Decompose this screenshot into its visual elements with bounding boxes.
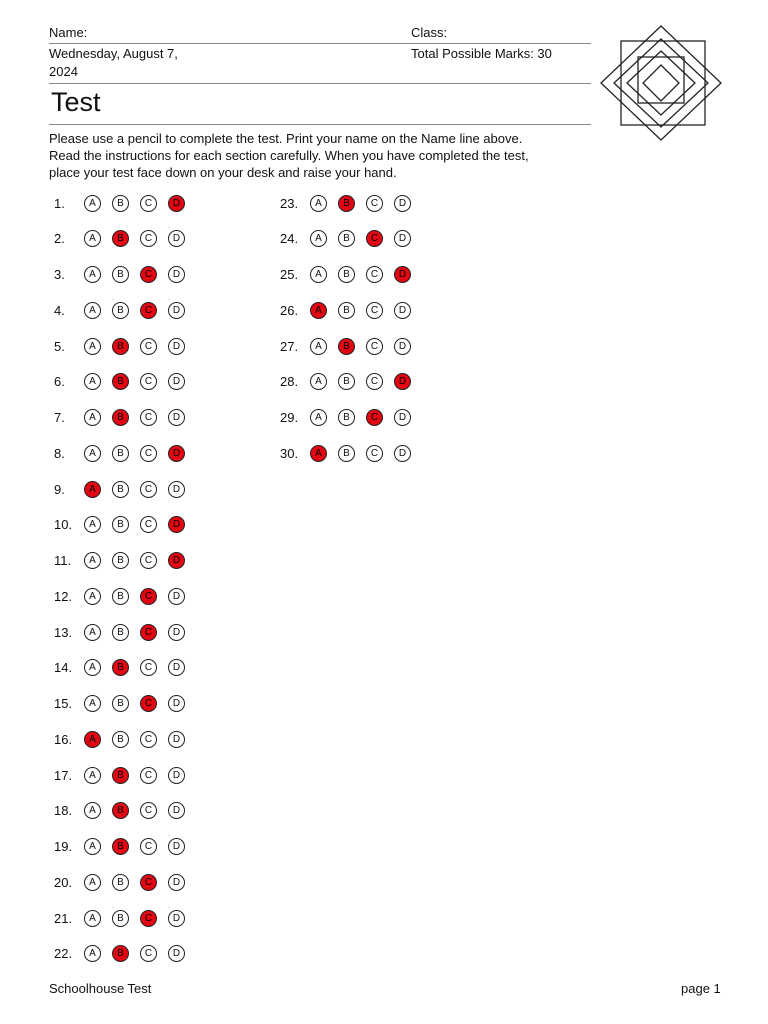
answer-bubble-a[interactable]: A — [84, 874, 101, 891]
question-number: 14. — [54, 660, 73, 676]
answer-bubble-a[interactable]: A — [84, 910, 101, 927]
answer-bubble-c[interactable]: C — [366, 445, 383, 462]
question-row — [54, 694, 196, 714]
answer-bubble-b[interactable]: B — [338, 266, 355, 283]
answer-bubble-a[interactable]: A — [310, 230, 327, 247]
answer-bubble-a[interactable]: A — [84, 373, 101, 390]
answer-bubble-b[interactable]: B — [112, 767, 129, 784]
answer-bubble-d[interactable]: D — [168, 659, 185, 676]
answer-bubble-d[interactable]: D — [168, 695, 185, 712]
answer-bubble-a[interactable]: A — [84, 445, 101, 462]
answer-bubble-b[interactable]: B — [112, 802, 129, 819]
answer-bubble-d[interactable]: D — [168, 266, 185, 283]
answer-bubble-c[interactable]: C — [366, 266, 383, 283]
footer-brand: Schoolhouse Test — [49, 981, 152, 996]
answer-bubble-c[interactable]: C — [140, 445, 157, 462]
answer-bubble-b[interactable]: B — [112, 409, 129, 426]
answer-bubble-a[interactable]: A — [84, 552, 101, 569]
instructions-line-1: Please use a pencil to complete the test. Print your name on the Name line above. — [49, 131, 523, 146]
question-row — [280, 300, 422, 320]
question-row — [54, 622, 196, 642]
question-number: 29. — [280, 410, 299, 425]
question-row — [54, 408, 196, 428]
question-number: 24. — [280, 231, 299, 247]
answer-bubble-d[interactable]: D — [394, 302, 411, 319]
answer-bubble-b[interactable]: B — [112, 945, 129, 962]
instructions-line-3: place your test face down on your desk and raise your hand. — [49, 165, 397, 180]
answer-bubble-a[interactable]: A — [310, 266, 327, 283]
answer-bubble-d[interactable]: D — [394, 445, 411, 462]
question-number: 16. — [54, 731, 73, 747]
question-row — [54, 372, 196, 392]
answer-bubble-a[interactable]: A — [310, 373, 327, 390]
answer-bubble-d[interactable]: D — [168, 516, 185, 533]
question-number: 27. — [280, 338, 299, 354]
question-number: 30. — [280, 445, 299, 461]
answer-bubble-c[interactable]: C — [366, 302, 383, 319]
question-row — [54, 551, 196, 571]
question-row — [54, 586, 196, 606]
question-number: 26. — [280, 302, 299, 318]
question-row — [54, 729, 196, 749]
answer-bubble-a[interactable]: A — [84, 731, 101, 748]
answer-bubble-c[interactable]: C — [366, 195, 383, 212]
question-number: 19. — [54, 839, 73, 854]
answer-bubble-b[interactable]: B — [112, 516, 129, 533]
answer-bubble-a[interactable]: A — [84, 230, 101, 247]
answer-bubble-c[interactable]: C — [140, 731, 157, 748]
question-number: 2. — [54, 231, 65, 247]
answer-bubble-b[interactable]: B — [112, 659, 129, 676]
answer-bubble-d[interactable]: D — [168, 230, 185, 247]
total-marks: Total Possible Marks: 30 — [411, 46, 552, 61]
answer-bubble-b[interactable]: B — [112, 695, 129, 712]
question-row — [54, 944, 196, 964]
answer-bubble-d[interactable]: D — [394, 230, 411, 247]
question-row — [54, 479, 196, 499]
answer-bubble-d[interactable]: D — [394, 195, 411, 212]
answer-bubble-a[interactable]: A — [84, 945, 101, 962]
question-row — [54, 229, 196, 249]
answer-bubble-a[interactable]: A — [310, 409, 327, 426]
answer-bubble-d[interactable]: D — [168, 624, 185, 641]
answer-bubble-c[interactable]: C — [140, 230, 157, 247]
answer-bubble-a[interactable]: A — [84, 266, 101, 283]
answer-bubble-d[interactable]: D — [394, 409, 411, 426]
question-row — [54, 765, 196, 785]
answer-bubble-b[interactable]: B — [338, 230, 355, 247]
question-row — [280, 336, 422, 356]
answer-bubble-a[interactable]: A — [84, 195, 101, 212]
answer-bubble-b[interactable]: B — [112, 302, 129, 319]
page-title: Test — [49, 84, 591, 125]
answer-bubble-b[interactable]: B — [112, 373, 129, 390]
answer-bubble-b[interactable]: B — [338, 373, 355, 390]
answer-bubble-b[interactable]: B — [338, 338, 355, 355]
answer-bubble-a[interactable]: A — [84, 516, 101, 533]
header-row-name-class — [49, 24, 591, 44]
question-row — [54, 336, 196, 356]
answer-bubble-d[interactable]: D — [168, 802, 185, 819]
header-row-date-marks — [49, 44, 591, 84]
answer-bubble-d[interactable]: D — [394, 338, 411, 355]
diamond-logo-icon — [600, 25, 722, 141]
answer-bubble-a[interactable]: A — [84, 481, 101, 498]
answer-bubble-b[interactable]: B — [112, 874, 129, 891]
answer-bubble-c[interactable]: C — [140, 802, 157, 819]
answer-bubble-c[interactable]: C — [140, 195, 157, 212]
answer-bubble-b[interactable]: B — [112, 481, 129, 498]
answer-bubble-a[interactable]: A — [84, 802, 101, 819]
question-number: 12. — [54, 588, 73, 604]
question-number: 18. — [54, 803, 73, 819]
answer-bubble-d[interactable]: D — [168, 945, 185, 962]
question-number: 4. — [54, 302, 65, 318]
answer-bubble-c[interactable]: C — [140, 266, 157, 283]
answer-bubble-d[interactable]: D — [394, 266, 411, 283]
question-number: 7. — [54, 410, 65, 425]
question-row — [280, 193, 422, 213]
question-number: 23. — [280, 195, 299, 211]
question-row — [54, 908, 196, 928]
answer-bubble-c[interactable]: C — [140, 481, 157, 498]
answer-bubble-d[interactable]: D — [168, 195, 185, 212]
question-number: 15. — [54, 696, 73, 711]
answer-bubble-d[interactable]: D — [394, 373, 411, 390]
class-label: Class: — [411, 25, 448, 40]
answer-bubble-a[interactable]: A — [310, 445, 327, 462]
question-row — [54, 300, 196, 320]
answer-bubble-a[interactable]: A — [84, 838, 101, 855]
answer-bubble-b[interactable]: B — [112, 588, 129, 605]
answer-bubble-b[interactable]: B — [338, 195, 355, 212]
answer-bubble-b[interactable]: B — [112, 552, 129, 569]
answer-bubble-a[interactable]: A — [310, 195, 327, 212]
answer-bubble-b[interactable]: B — [338, 445, 355, 462]
question-number: 10. — [54, 517, 73, 533]
answer-bubble-c[interactable]: C — [366, 409, 383, 426]
answer-bubble-c[interactable]: C — [140, 838, 157, 855]
test-header — [49, 24, 591, 125]
answer-bubble-b[interactable]: B — [112, 338, 129, 355]
question-number: 1. — [54, 195, 65, 211]
answer-bubble-b[interactable]: B — [112, 838, 129, 855]
answer-bubble-d[interactable]: D — [168, 874, 185, 891]
question-row — [54, 515, 196, 535]
question-row — [54, 837, 196, 857]
answer-bubble-c[interactable]: C — [366, 373, 383, 390]
answer-bubble-b[interactable]: B — [338, 302, 355, 319]
answer-bubble-c[interactable]: C — [140, 409, 157, 426]
answer-bubble-a[interactable]: A — [84, 624, 101, 641]
answer-bubble-c[interactable]: C — [140, 659, 157, 676]
answer-bubble-a[interactable]: A — [84, 338, 101, 355]
answer-bubble-c[interactable]: C — [140, 338, 157, 355]
question-number: 20. — [54, 874, 73, 890]
question-number: 9. — [54, 481, 65, 497]
answer-bubble-a[interactable]: A — [84, 588, 101, 605]
question-row — [54, 872, 196, 892]
answer-bubble-d[interactable]: D — [168, 767, 185, 784]
question-number: 21. — [54, 910, 73, 926]
answer-bubble-c[interactable]: C — [140, 516, 157, 533]
question-row — [280, 229, 422, 249]
question-row — [54, 265, 196, 285]
answer-bubble-a[interactable]: A — [310, 302, 327, 319]
answer-bubble-b[interactable]: B — [112, 230, 129, 247]
answer-bubble-c[interactable]: C — [140, 945, 157, 962]
question-number: 28. — [280, 374, 299, 390]
question-row — [280, 408, 422, 428]
question-row — [54, 193, 196, 213]
answer-bubble-c[interactable]: C — [140, 552, 157, 569]
answer-bubble-c[interactable]: C — [140, 874, 157, 891]
page-number: page 1 — [681, 981, 721, 996]
answer-bubble-d[interactable]: D — [168, 552, 185, 569]
answer-bubble-c[interactable]: C — [366, 230, 383, 247]
instructions — [49, 130, 609, 181]
answer-bubble-c[interactable]: C — [140, 373, 157, 390]
answer-bubble-d[interactable]: D — [168, 445, 185, 462]
answer-bubble-d[interactable]: D — [168, 910, 185, 927]
answer-bubble-c[interactable]: C — [140, 588, 157, 605]
answer-bubble-b[interactable]: B — [112, 195, 129, 212]
instructions-line-2: Read the instructions for each section carefully. When you have completed the test, — [49, 148, 529, 163]
question-number: 6. — [54, 374, 65, 390]
answer-bubble-d[interactable]: D — [168, 338, 185, 355]
answer-bubble-a[interactable]: A — [84, 695, 101, 712]
question-row — [280, 372, 422, 392]
answer-bubble-b[interactable]: B — [112, 445, 129, 462]
answer-bubble-a[interactable]: A — [84, 767, 101, 784]
answer-bubble-b[interactable]: B — [112, 624, 129, 641]
answer-bubble-a[interactable]: A — [84, 302, 101, 319]
question-number: 13. — [54, 624, 73, 640]
question-number: 22. — [54, 946, 73, 962]
answer-bubble-d[interactable]: D — [168, 588, 185, 605]
question-number: 11. — [54, 553, 72, 568]
question-row — [280, 265, 422, 285]
answer-bubble-d[interactable]: D — [168, 409, 185, 426]
question-row — [54, 658, 196, 678]
answer-bubble-a[interactable]: A — [84, 659, 101, 676]
answer-bubble-c[interactable]: C — [140, 767, 157, 784]
answer-bubble-b[interactable]: B — [338, 409, 355, 426]
question-row — [280, 443, 422, 463]
date-text: Wednesday, August 7, 2024 — [49, 46, 178, 79]
question-row — [54, 443, 196, 463]
question-number: 17. — [54, 767, 73, 783]
answer-bubble-a[interactable]: A — [310, 338, 327, 355]
question-number: 5. — [54, 338, 65, 354]
question-number: 3. — [54, 267, 65, 282]
answer-bubble-c[interactable]: C — [366, 338, 383, 355]
answer-bubble-c[interactable]: C — [140, 910, 157, 927]
question-number: 25. — [280, 267, 299, 282]
answer-bubble-b[interactable]: B — [112, 731, 129, 748]
answer-bubble-c[interactable]: C — [140, 695, 157, 712]
answer-bubble-c[interactable]: C — [140, 624, 157, 641]
answer-bubble-a[interactable]: A — [84, 409, 101, 426]
answer-bubble-d[interactable]: D — [168, 731, 185, 748]
answer-bubble-b[interactable]: B — [112, 910, 129, 927]
name-label: Name: — [49, 25, 88, 40]
question-number: 8. — [54, 445, 65, 461]
answer-bubble-d[interactable]: D — [168, 838, 185, 855]
answer-bubble-d[interactable]: D — [168, 373, 185, 390]
answer-bubble-b[interactable]: B — [112, 266, 129, 283]
answer-bubble-d[interactable]: D — [168, 481, 185, 498]
answer-bubble-d[interactable]: D — [168, 302, 185, 319]
question-row — [54, 801, 196, 821]
answer-bubble-c[interactable]: C — [140, 302, 157, 319]
